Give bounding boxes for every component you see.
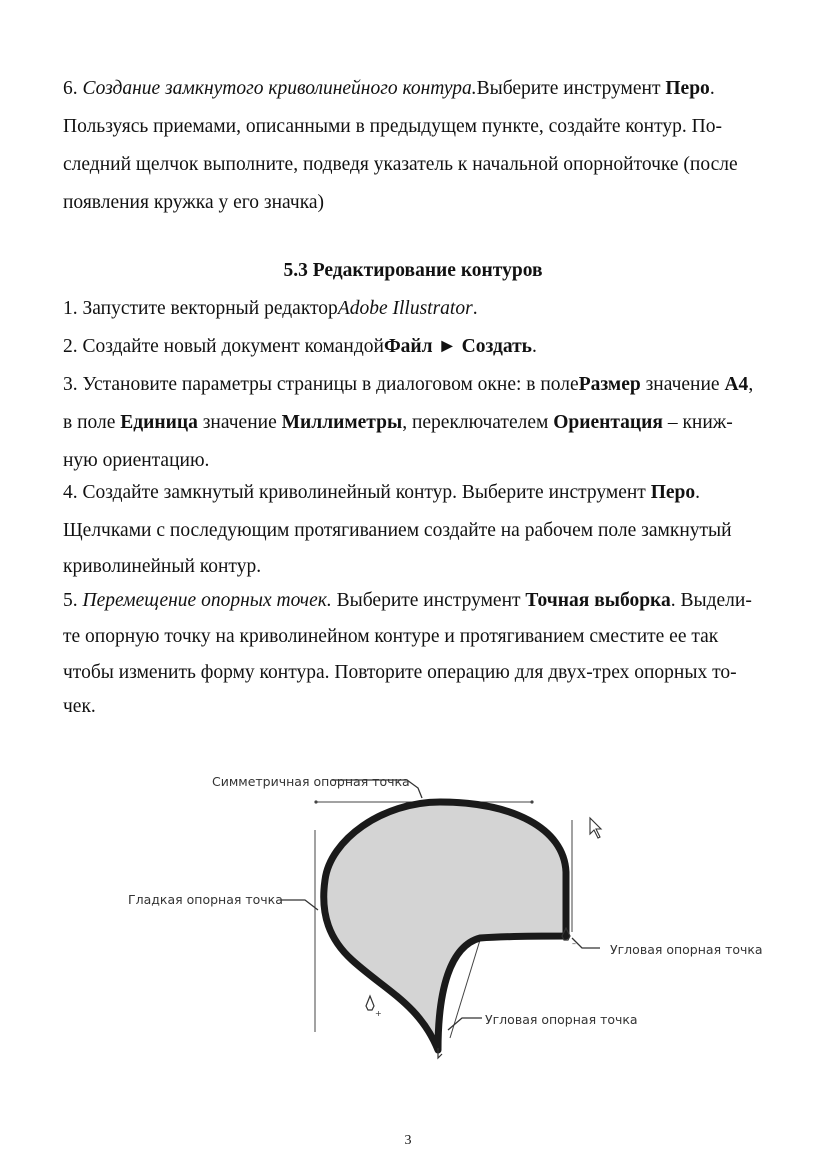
- app-name: Adobe Illustrator: [337, 298, 473, 319]
- item-4-line-3: криволинейный контур.: [63, 556, 262, 577]
- pen-cursor-icon: [366, 996, 382, 1018]
- label-symmetric-point: Симметричная опорная точка: [212, 774, 410, 789]
- item-3-line-3: ную ориентацию.: [63, 450, 210, 471]
- contour-figure: [120, 760, 780, 1080]
- item-3-line-2: в поле Единица значение Миллиметры, переключателем Ориентация – книж-: [63, 412, 733, 433]
- item-4-line-1: 4. Создайте замкнутый криволинейный контур. Выберите инструмент Перо.: [63, 482, 700, 503]
- section-6-number: 6.: [63, 78, 78, 99]
- item-1: 1. Запустите векторный редакторAdobe Illustrator.: [63, 298, 478, 319]
- item-5-line-1: 5. Перемещение опорных точек. Выберите инструмент Точная выборка. Выдели-: [63, 590, 752, 611]
- item-2: 2. Создайте новый документ командойФайл ► Создать.: [63, 336, 537, 357]
- label-corner-point-1: Угловая опорная точка: [610, 942, 763, 957]
- item-5-line-4: чек.: [63, 696, 96, 717]
- section-6-text: Выберите инструмент: [476, 78, 661, 99]
- item-5-title: Перемещение опорных точек.: [82, 590, 332, 611]
- selection-arrow-icon: [590, 818, 601, 838]
- contour-illustration: [120, 760, 780, 1080]
- item-5-tool: Точная выборка: [525, 590, 671, 611]
- svg-text:+: +: [375, 1009, 382, 1018]
- section-6-line-4: появления кружка у его значка): [63, 192, 325, 213]
- page-number: 3: [404, 1133, 412, 1148]
- section-heading: 5.3 Редактирование контуров: [283, 260, 543, 281]
- label-smooth-point: Гладкая опорная точка: [128, 892, 283, 907]
- item-4-tool: Перо: [650, 482, 696, 503]
- menu-command: Файл ► Создать: [383, 336, 532, 357]
- item-3-line-1: 3. Установите параметры страницы в диалоговом окне: в полеРазмер значение А4,: [63, 374, 754, 395]
- item-4-line-2: Щелчками с последующим протягиванием создайте на рабочем поле замкнутый: [63, 520, 732, 541]
- item-5-line-3: чтобы изменить форму контура. Повторите операцию для двух-трех опорных то-: [63, 662, 737, 683]
- section-6-line-1: 6. Создание замкнутого криволинейного контура.Выберите инструмент Перо.: [63, 78, 715, 99]
- label-corner-point-2: Угловая опорная точка: [485, 1012, 638, 1027]
- section-6-title: Создание замкнутого криволинейного контура.: [82, 78, 477, 99]
- section-6-tool: Перо: [665, 78, 710, 99]
- svg-text:–: –: [572, 939, 576, 948]
- section-6-line-2: Пользуясь приемами, описанными в предыдущем пункте, создайте контур. По-: [63, 116, 722, 137]
- section-6-line-3: следний щелчок выполните, подведя указатель к начальной опорнойточке (после: [63, 154, 738, 175]
- item-5-line-2: те опорную точку на криволинейном контуре и протягиванием сместите ее так: [63, 626, 719, 647]
